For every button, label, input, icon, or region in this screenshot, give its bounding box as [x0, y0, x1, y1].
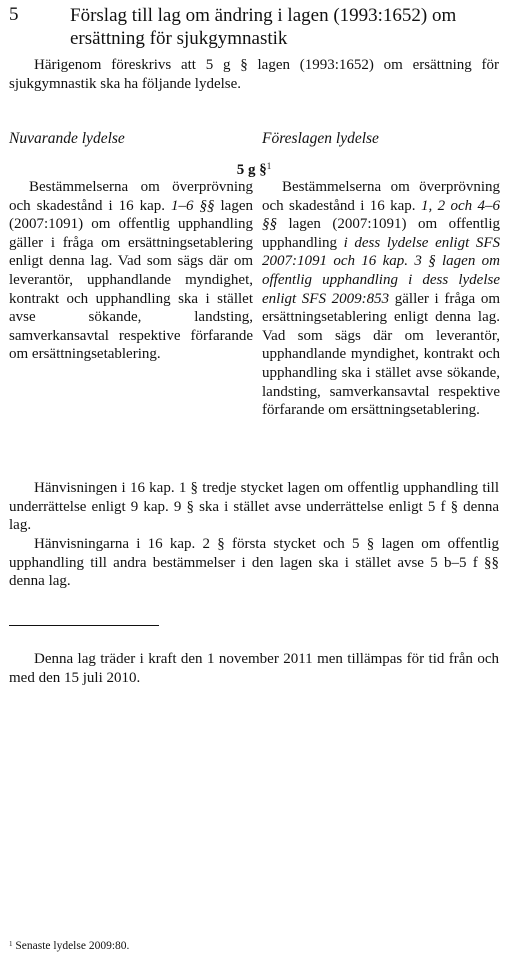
current-text-paragraph: Bestämmelserna om överprövning och skadestånd i 16 kap. 1–6 §§ lagen (2007:1091) om offentlig upphandling gäller i fråga om ersättningsetablering enligt denna lag. Vad som sägs där om leverantör, upphandlande myndighet, kontrakt och upphandling ska i stället avse sökande, landsting, samverkansavtal respektive förfarande om ersättningsetablering.	[9, 179, 253, 363]
footnote-marker: 1	[9, 940, 13, 948]
intro-paragraph: Härigenom föreskrivs att 5 g § lagen (1993:1652) om ersättning för sjukgymnastik ska ha följande lydelse.	[9, 57, 499, 92]
current-text-column	[9, 178, 253, 364]
divider-rule	[9, 625, 159, 626]
proposed-text-paragraph: Bestämmelserna om överprövning och skadestånd i 16 kap. 1, 2 och 4–6 §§ lagen (2007:1091) om offentlig upphandling i dess lydelse enligt SFS 2007:1091 och 16 kap. 3 § lagen om offentlig upphandling i dess lydelse enligt SFS 2009:853 gäller i fråga om ersättningsetablering enligt denna lag. Vad som sägs där om leverantör, upphandlande myndighet, kontrakt och upphandling ska i stället avse sökande, landsting, samverkansavtal respektive förfarande om ersättningsetablering.	[262, 179, 501, 419]
page-number: 5	[9, 4, 19, 25]
proposed-text-column	[262, 178, 500, 420]
body-paragraph-1: Hänvisningen i 16 kap. 1 § tredje stycket lagen om offentlig upphandling till underrättelse enligt 9 kap. 9 § ska i stället avse underrättelse enligt 5 f § denna lag.	[9, 480, 499, 533]
page-title: Förslag till lag om ändring i lagen (1993:1652) om ersättning för sjukgymnastik	[70, 5, 457, 49]
right-column-heading: Föreslagen lydelse	[262, 130, 379, 147]
section-label: 5 g §	[236, 162, 267, 178]
footnote-reference: 1	[266, 161, 272, 171]
body-paragraph-2: Hänvisningarna i 16 kap. 2 § första stycket och 5 § lagen om offentlig upphandling till andra bestämmelser i den lagen ska i stället avse 5 b–5 f §§ denna lag.	[9, 536, 499, 589]
footnote-text: Senaste lydelse 2009:80.	[15, 940, 130, 952]
entry-into-force-paragraph: Denna lag träder i kraft den 1 november 2011 men tillämpas för tid från och med den 15 juli 2010.	[9, 651, 499, 686]
section-heading	[0, 162, 508, 179]
left-column-heading: Nuvarande lydelse	[9, 130, 125, 147]
footnote	[9, 940, 129, 952]
